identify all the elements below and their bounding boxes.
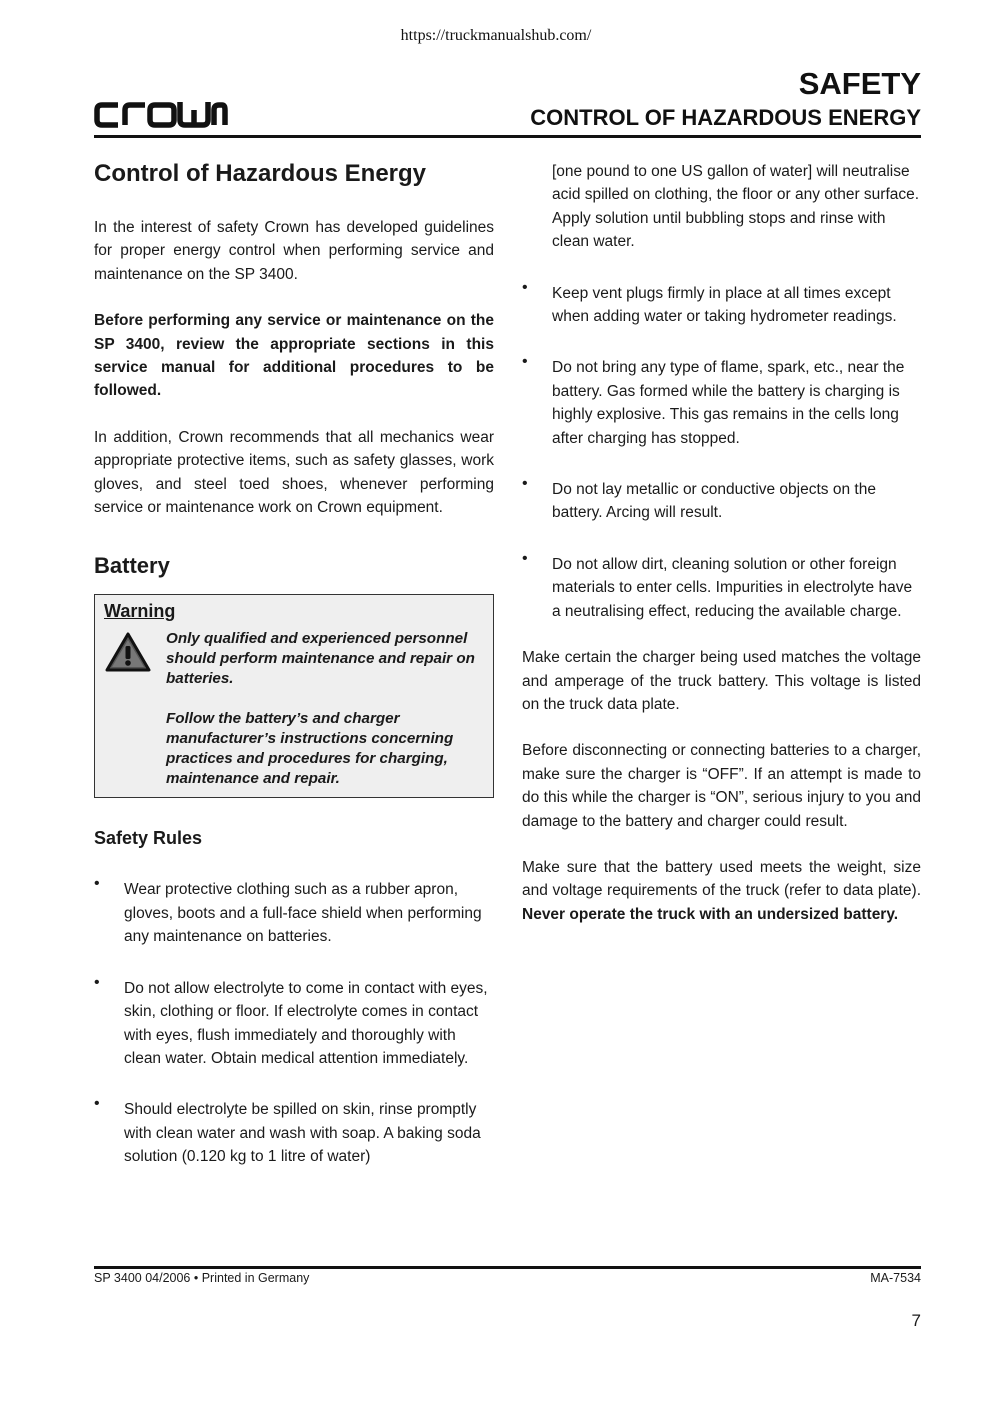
charger-match-paragraph: Make certain the charger being used matches the voltage and amperage of the truck battery. This voltage is listed on the truck data plate. (522, 649, 921, 713)
safety-rules-heading: Safety Rules (94, 828, 203, 849)
warning-triangle-icon (104, 629, 166, 789)
page-number: 7 (911, 1311, 921, 1330)
footer-right: MA-7534 (870, 1271, 921, 1285)
intro-paragraph: In the interest of safety Crown has developed guidelines for proper energy control when performing service and maintenance on the SP 3400. (94, 219, 494, 283)
list-item: • Do not bring any type of flame, spark, etc., near the battery. Gas formed while the battery is charging is highly explosive. This gas remains in the cells long after charging has stopped. (522, 356, 921, 450)
continued-text: [one pound to one US gallon of water] will neutralise acid spilled on clothing, the floor or any other surface. Apply solution until bubbling stops and rinse with clean water. (552, 163, 920, 251)
bullet-icon: • (94, 1095, 100, 1113)
bullet-icon: • (94, 973, 100, 991)
right-column (522, 160, 921, 926)
list-item: • Wear protective clothing such as a rubber apron, gloves, boots and a full-face shield when performing any maintenance on batteries. (94, 878, 494, 948)
section-heading: Control of Hazardous Energy (94, 160, 427, 187)
list-item: • Do not lay metallic or conductive objects on the battery. Arcing will result. (522, 478, 921, 525)
battery-heading: Battery (94, 553, 170, 579)
battery-requirements-paragraph: Make sure that the battery used meets the weight, size and voltage requirements of the truck (refer to data plate). Never operate the truck with an undersized battery. (522, 858, 921, 923)
footer-left: SP 3400 04/2006 • Printed in Germany (94, 1271, 310, 1285)
bullet-icon: • (522, 549, 528, 567)
page-subtitle: CONTROL OF HAZARDOUS ENERGY (530, 105, 921, 130)
bullet-icon: • (522, 353, 528, 371)
crown-logo (94, 98, 228, 128)
review-manual-paragraph: Before performing any service or maintenance on the SP 3400, review the appropriate sections in this service manual for additional procedures to be followed. (94, 312, 494, 400)
bullet-icon: • (94, 875, 100, 893)
disconnect-paragraph: Before disconnecting or connecting batteries to a charger, make sure the charger is “OFF”. If an attempt is made to do this while the charger is “ON”, serious injury to you and damage to the battery and charger could result. (522, 742, 921, 830)
undersized-battery-warning: Never operate the truck with an undersized battery. (522, 905, 899, 923)
warning-text-1: Only qualified and experienced personnel should perform maintenance and repair on batteries. (166, 630, 475, 688)
safety-rules-list-continued (522, 278, 921, 623)
left-column (94, 158, 494, 1169)
bullet-icon: • (522, 278, 528, 296)
source-url: https://truckmanualshub.com/ (400, 27, 592, 44)
warning-text-2: Follow the battery’s and charger manufacturer’s instructions concerning practices and procedures for charging, maintenance and repair. (166, 710, 454, 788)
header-rule (94, 135, 921, 138)
list-item: • Do not allow electrolyte to come in contact with eyes, skin, clothing or floor. If electrolyte comes in contact with eyes, flush immediately and thoroughly with clean water. Obtain medical attention immediately. (94, 977, 494, 1071)
list-item: • Do not allow dirt, cleaning solution or other foreign materials to enter cells. Impurities in electrolyte have a neutralising effect, reducing the available charge. (522, 553, 921, 623)
page-title: SAFETY (798, 66, 921, 101)
footer-rule (94, 1266, 921, 1269)
warning-box (94, 594, 494, 798)
list-item: • Should electrolyte be spilled on skin, rinse promptly with clean water and wash with soap. A baking soda solution (0.120 kg to 1 litre of water) (94, 1098, 494, 1168)
safety-rules-list (94, 875, 494, 1168)
bullet-icon: • (522, 475, 528, 493)
list-item: • Keep vent plugs firmly in place at all times except when adding water or taking hydrometer readings. (522, 282, 921, 329)
protective-items-paragraph: In addition, Crown recommends that all mechanics wear appropriate protective items, such as safety glasses, work gloves, and steel toed shoes, whenever performing service or maintenance work on Crown equipment. (94, 428, 494, 517)
warning-title: Warning (104, 601, 176, 622)
